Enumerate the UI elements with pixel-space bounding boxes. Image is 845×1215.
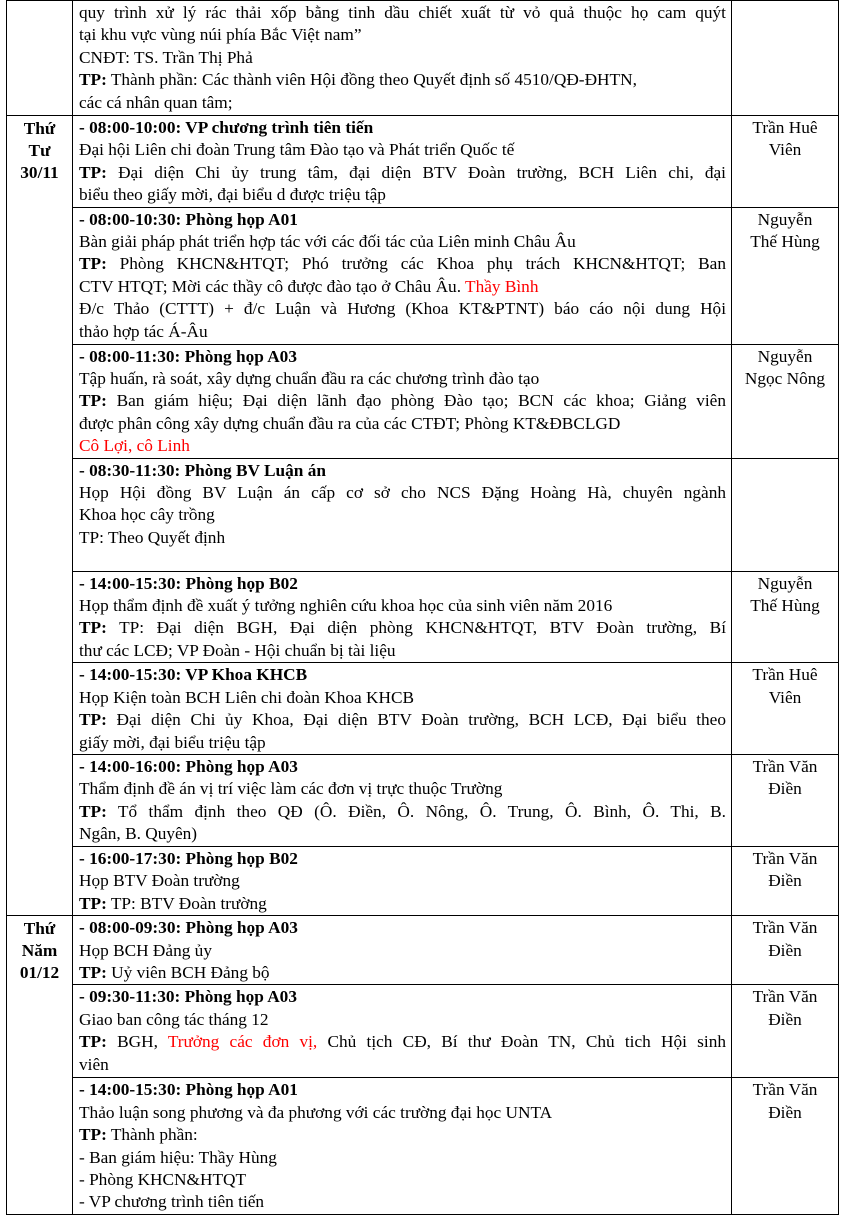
event-line (79, 162, 726, 184)
event-cell (73, 1, 732, 116)
host-cell (732, 1078, 839, 1214)
bold-text: - 16:00-17:30: Phòng họp B02 (79, 848, 298, 868)
host-name: Thế Hùng (750, 232, 820, 252)
event-time-location (79, 756, 726, 778)
event-text: Đại diện Chi ủy trung tâm, đại diện BTV Đoàn trường, BCH Liên chi, đại (106, 162, 726, 182)
event-text: Đ/c Thảo (CTTT) + đ/c Luận và Hương (Khoa KT&PTNT) báo cáo nội dung Hội (79, 299, 726, 319)
event-cell (73, 985, 732, 1078)
day-date: 30/11 (20, 163, 59, 182)
event-time-location (79, 986, 726, 1008)
bold-text: - 14:00-15:30: Phòng họp B02 (79, 573, 298, 593)
host-cell (732, 116, 839, 208)
event-text: Đại diện Chi ủy Khoa, Đại diện BTV Đoàn trường, BCH LCĐ, Đại biểu theo (106, 710, 726, 730)
host-name: Điền (768, 940, 802, 960)
host-name: Trần Văn (752, 848, 818, 868)
event-cell (73, 207, 732, 344)
bold-text: - 08:00-10:30: Phòng họp A01 (79, 209, 298, 229)
highlighted-text: Thầy Bình (465, 276, 539, 296)
bold-text: TP: (79, 801, 107, 821)
event-line (79, 732, 726, 754)
bold-text: TP: (79, 1125, 107, 1145)
host-name: Trần Huê (752, 118, 818, 137)
event-line (79, 184, 726, 206)
host-name: Điền (768, 1009, 802, 1029)
event-text: biểu theo giấy mời, đại biểu d được triệu tập (79, 185, 386, 205)
event-cell (73, 116, 732, 208)
event-line (79, 276, 726, 298)
event-line (79, 1031, 726, 1053)
host-name: Điền (768, 1102, 802, 1122)
event-text: Họp BTV Đoàn trường (79, 871, 240, 891)
event-line (79, 24, 726, 46)
event-time-location (79, 573, 726, 595)
event-text: - VP chương trình tiên tiến (79, 1192, 265, 1212)
host-name: Trần Văn (752, 918, 818, 938)
event-text: Họp BCH Đảng ủy (79, 940, 212, 960)
event-text: Ban giám hiệu; Đại diện lãnh đạo phòng Đào tạo; BCN các khoa; Giảng viên (106, 391, 726, 411)
schedule-row (7, 1078, 839, 1214)
event-line (79, 640, 726, 662)
event-line (79, 92, 726, 114)
day-cell (7, 116, 73, 916)
host-name: Trần Văn (752, 1080, 818, 1100)
event-text: Tổ thẩm định theo QĐ (Ô. Điền, Ô. Nông, Ô. Trung, Ô. Bình, Ô. Thi, B. (106, 801, 726, 821)
host-name: Điền (768, 871, 802, 891)
event-line (79, 504, 726, 526)
host-name: Điền (768, 779, 802, 799)
event-cell (73, 344, 732, 458)
bold-text: TP: (79, 618, 107, 638)
event-line (79, 1054, 726, 1076)
event-text: thảo hợp tác Á-Âu (79, 321, 208, 341)
event-text: giấy mời, đại biểu triệu tập (79, 732, 266, 752)
host-cell (732, 207, 839, 344)
event-line (79, 2, 726, 24)
event-line (79, 778, 726, 800)
host-cell (732, 1, 839, 116)
day-cell (7, 916, 73, 1215)
day-cell-empty (7, 1, 73, 116)
schedule-row (7, 344, 839, 458)
highlighted-text: Trưởng các đơn vị, (167, 1032, 318, 1052)
bold-text: - 08:00-09:30: Phòng họp A03 (79, 918, 298, 938)
bold-text: - 09:30-11:30: Phòng họp A03 (79, 987, 297, 1007)
event-line (79, 595, 726, 617)
event-time-location (79, 664, 726, 686)
event-line (79, 1009, 726, 1031)
event-text: Họp thẩm định đề xuất ý tưởng nghiên cứu khoa học của sinh viên năm 2016 (79, 596, 613, 616)
host-cell (732, 985, 839, 1078)
event-line (79, 962, 726, 984)
host-name: Nguyễn (757, 573, 813, 593)
host-name: Trần Huê (752, 665, 818, 685)
event-line (79, 368, 726, 390)
event-text: quy trình xử lý rác thải xốp bằng tinh dầu chiết xuất từ vỏ quả thuộc họ cam quýt (79, 3, 726, 22)
bold-text: TP: (79, 962, 107, 982)
event-line (79, 231, 726, 253)
event-text: CNĐT: TS. Trần Thị Phả (79, 47, 253, 67)
bold-text: TP: (79, 391, 107, 411)
event-text: - Phòng KHCN&HTQT (79, 1169, 247, 1189)
event-cell (73, 1078, 732, 1214)
schedule-table (6, 0, 839, 1215)
schedule-row (7, 571, 839, 663)
day-weekday: Thứ (23, 119, 56, 138)
event-text: Thành phần: Các thành viên Hội đồng theo Quyết định số 4510/QĐ-ĐHTN, (106, 70, 637, 90)
event-text: Tập huấn, rà soát, xây dựng chuẩn đầu ra các chương trình đào tạo (79, 369, 540, 389)
event-line (79, 1147, 726, 1169)
event-text: TP: Đại diện BGH, Đại diện phòng KHCN&HTQT, BTV Đoàn trường, Bí (106, 618, 726, 638)
event-line (79, 47, 726, 69)
event-text: được phân công xây dựng chuẩn đầu ra của các CTĐT; Phòng KT&ĐBCLGD (79, 413, 621, 433)
event-line (79, 1124, 726, 1146)
event-text: tại khu vực vùng núi phía Bắc Việt nam” (79, 25, 362, 45)
event-time-location (79, 346, 726, 368)
event-text: Khoa học cây trồng (79, 505, 215, 525)
host-name: Ngọc Nông (744, 369, 826, 389)
event-line (79, 253, 726, 275)
bold-text: - 08:30-11:30: Phòng BV Luận án (79, 460, 326, 480)
schedule-row (7, 846, 839, 915)
event-line (79, 527, 726, 549)
event-cell (73, 754, 732, 846)
highlighted-text: Cô Lợi, cô Linh (79, 436, 190, 456)
host-cell (732, 571, 839, 663)
bold-text: TP: (79, 254, 107, 274)
event-text: Thành phần: (106, 1125, 198, 1145)
event-text: TP: Theo Quyết định (79, 527, 226, 547)
event-line (79, 1169, 726, 1191)
event-text: Họp Kiện toàn BCH Liên chi đoàn Khoa KHCB (79, 687, 415, 707)
bold-text: - 08:00-10:00: VP chương trình tiên tiến (79, 118, 374, 137)
host-cell (732, 344, 839, 458)
schedule-row (7, 916, 839, 985)
event-line (79, 482, 726, 504)
day-name: Năm (21, 941, 58, 961)
event-text: thư các LCĐ; VP Đoàn - Hội chuẩn bị tài liệu (79, 640, 396, 660)
schedule-row (7, 207, 839, 344)
event-text: Thảo luận song phương và đa phương với các trường đại học UNTA (79, 1102, 553, 1122)
host-name: Trần Văn (752, 756, 818, 776)
event-line (79, 617, 726, 639)
event-time-location (79, 917, 726, 939)
event-text: Bàn giải pháp phát triển hợp tác với các đối tác của Liên minh Châu Âu (79, 232, 576, 252)
bold-text: TP: (79, 710, 107, 730)
bold-text: TP: (79, 70, 107, 90)
event-text: Ngân, B. Quyên) (79, 824, 198, 844)
event-text: - Ban giám hiệu: Thầy Hùng (79, 1147, 277, 1167)
host-cell (732, 458, 839, 571)
event-line (79, 139, 726, 161)
event-time-location (79, 117, 726, 139)
host-name: Thế Hùng (750, 596, 820, 616)
bold-text: TP: (79, 1032, 107, 1052)
event-text: các cá nhân quan tâm; (79, 92, 233, 112)
event-line (79, 1191, 726, 1213)
event-line (79, 687, 726, 709)
bold-text: - 08:00-11:30: Phòng họp A03 (79, 346, 297, 366)
event-text: TP: BTV Đoàn trường (106, 893, 267, 913)
event-line (79, 435, 726, 457)
event-line (79, 709, 726, 731)
event-text: Giao ban công tác tháng 12 (79, 1009, 269, 1029)
event-line (79, 69, 726, 91)
bold-text: TP: (79, 162, 107, 182)
host-name: Trần Văn (752, 987, 818, 1007)
host-cell (732, 846, 839, 915)
event-cell (73, 458, 732, 571)
event-time-location (79, 1079, 726, 1101)
bold-text: - 14:00-16:00: Phòng họp A03 (79, 756, 298, 776)
event-line (79, 940, 726, 962)
host-cell (732, 916, 839, 985)
event-line (79, 321, 726, 343)
schedule-row (7, 116, 839, 208)
bold-text: - 14:00-15:30: VP Khoa KHCB (79, 665, 308, 685)
host-cell (732, 663, 839, 755)
event-cell (73, 916, 732, 985)
event-line (79, 1102, 726, 1124)
bold-text: - 14:00-15:30: Phòng họp A01 (79, 1080, 298, 1100)
schedule-row (7, 754, 839, 846)
schedule-row (7, 458, 839, 571)
event-line (79, 893, 726, 915)
schedule-row (7, 663, 839, 755)
schedule-row (7, 1, 839, 116)
day-date: 01/12 (19, 963, 60, 983)
event-line (79, 870, 726, 892)
event-text: Phòng KHCN&HTQT; Phó trưởng các Khoa phụ trách KHCN&HTQT; Ban (106, 254, 726, 274)
event-text: Thẩm định đề án vị trí việc làm các đơn vị trực thuộc Trường (79, 779, 503, 799)
event-line (79, 801, 726, 823)
host-name: Viên (768, 687, 802, 707)
event-line (79, 823, 726, 845)
day-weekday: Thứ (23, 919, 56, 939)
event-text: CTV HTQT; Mời các thầy cô được đào tạo ở Châu Âu. (79, 276, 466, 296)
event-text: Chủ tịch CĐ, Bí thư Đoàn TN, Chủ tich Hội sinh (317, 1032, 726, 1052)
event-time-location (79, 460, 726, 482)
event-text: BGH, (106, 1032, 168, 1052)
host-cell (732, 754, 839, 846)
event-cell (73, 663, 732, 755)
event-cell (73, 846, 732, 915)
host-name: Nguyễn (757, 209, 813, 229)
host-name: Nguyễn (757, 346, 813, 366)
host-name: Viên (768, 140, 802, 160)
event-time-location (79, 848, 726, 870)
day-name: Tư (28, 141, 51, 160)
bold-text: TP: (79, 893, 107, 913)
event-text: Họp Hội đồng BV Luận án cấp cơ sở cho NCS Đặng Hoàng Hà, chuyên ngành (79, 483, 726, 503)
event-time-location (79, 209, 726, 231)
event-cell (73, 571, 732, 663)
event-line (79, 390, 726, 412)
event-text: Đại hội Liên chi đoàn Trung tâm Đào tạo và Phát triển Quốc tế (79, 140, 515, 160)
event-text: viên (79, 1054, 109, 1074)
event-line (79, 298, 726, 320)
event-line (79, 413, 726, 435)
event-text: Uỷ viên BCH Đảng bộ (106, 962, 270, 982)
schedule-row (7, 985, 839, 1078)
